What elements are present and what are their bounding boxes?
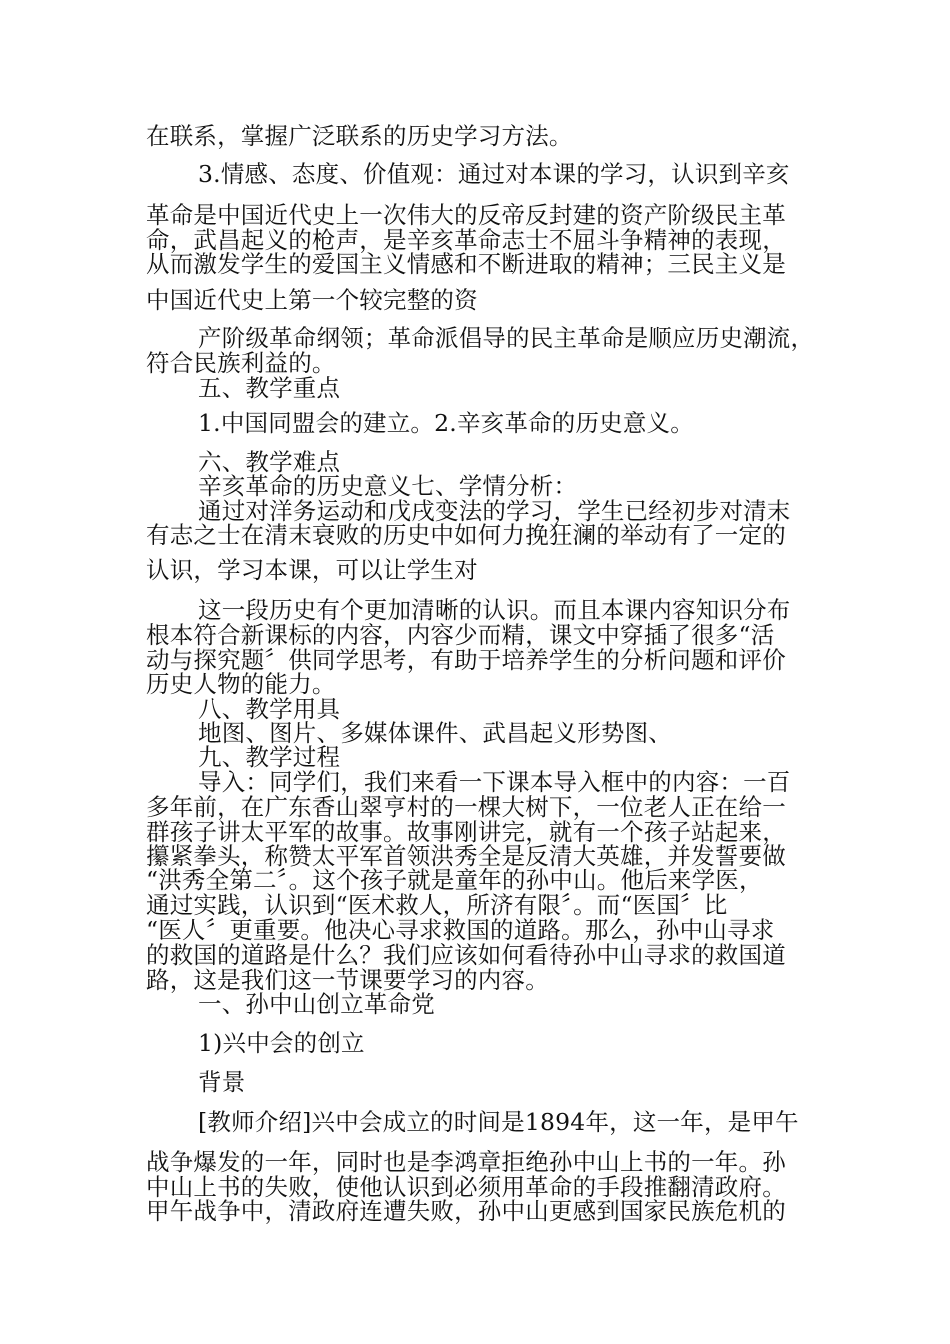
text-line: 产阶级革命纲领；革命派倡导的民主革命是顺应历史潮流， (198, 324, 815, 352)
text-line: 有志之士在清末衰败的历史中如何力挽狂澜的举动有了一定的 (146, 521, 786, 549)
text-line: 地图、图片、多媒体课件、武昌起义形势图、 (198, 719, 672, 747)
section-heading: 一、孙中山创立革命党 (198, 990, 435, 1018)
section-heading: 八、教学用具 (198, 695, 341, 723)
text-line: 辛亥革命的历史意义七、学情分析： (198, 472, 578, 500)
text-line: 命，武昌起义的枪声，是辛亥革命志士不屈斗争精神的表现， (146, 226, 786, 254)
text-line: 导入：同学们，我们来看一下课本导入框中的内容：一百 (198, 768, 791, 796)
text-line: 3.情感、态度、价值观：通过对本课的学习，认识到辛亥 (198, 160, 790, 188)
section-heading: 五、教学重点 (198, 374, 341, 402)
text-line: 革命是中国近代史上一次伟大的反帝反封建的资产阶级民主革 (146, 201, 786, 229)
text-line: “医人〞更重要。他决心寻求救国的道路。那么，孙中山寻求 (146, 916, 775, 944)
section-heading: 九、教学过程 (198, 743, 341, 771)
text-line: 认识，学习本课，可以让学生对 (146, 556, 478, 584)
text-line: 中国近代史上第一个较完整的资 (146, 286, 478, 314)
section-heading: 六、教学难点 (198, 448, 341, 476)
text-line: 从而激发学生的爱国主义情感和不断进取的精神；三民主义是 (146, 250, 786, 278)
text-line: 历史人物的能力。 (146, 670, 336, 698)
text-line: 通过对洋务运动和戊戌变法的学习，学生已经初步对清末 (198, 497, 791, 525)
text-line: 1.中国同盟会的建立。2.辛亥革命的历史意义。 (198, 409, 694, 437)
text-line: 符合民族利益的。 (146, 349, 336, 377)
text-line: [教师介绍]兴中会成立的时间是1894年，这一年，是甲午 (198, 1108, 799, 1136)
subsection-heading: 1)兴中会的创立 (198, 1029, 365, 1057)
text-line: 这一段历史有个更加清晰的认识。而且本课内容知识分布 (198, 596, 791, 624)
text-line: 战争爆发的一年，同时也是李鸿章拒绝孙中山上书的一年。孙 (146, 1148, 786, 1176)
text-line: 通过实践，认识到“医术救人，所济有限〞。而“医国〞比 (146, 891, 728, 919)
text-line: 群孩子讲太平军的故事。故事刚讲完，就有一个孩子站起来， (146, 818, 786, 846)
text-line: 在联系，掌握广泛联系的历史学习方法。 (146, 122, 573, 150)
text-line: 甲午战争中，清政府连遭失败，孙中山更感到国家民族危机的 (146, 1197, 786, 1225)
text-line: 的救国的道路是什么？我们应该如何看待孙中山寻求的救国道 (146, 941, 786, 969)
subsection-heading: 背景 (198, 1068, 246, 1096)
text-line: 多年前，在广东香山翠亨村的一棵大树下，一位老人正在给一 (146, 793, 786, 821)
text-line: 路，这是我们这一节课要学习的内容。 (146, 966, 549, 994)
text-line: 根本符合新课标的内容，内容少而精，课文中穿插了很多“活 (146, 621, 775, 649)
text-line: 动与探究题〞供同学思考，有助于培养学生的分析问题和评价 (146, 646, 786, 674)
text-line: 攥紧拳头，称赞太平军首领洪秀全是反清大英雄，并发誓要做 (146, 842, 786, 870)
text-line: 中山上书的失败，使他认识到必须用革命的手段推翻清政府。 (146, 1173, 786, 1201)
text-line: “洪秀全第二〞。这个孩子就是童年的孙中山。他后来学医， (146, 866, 763, 894)
